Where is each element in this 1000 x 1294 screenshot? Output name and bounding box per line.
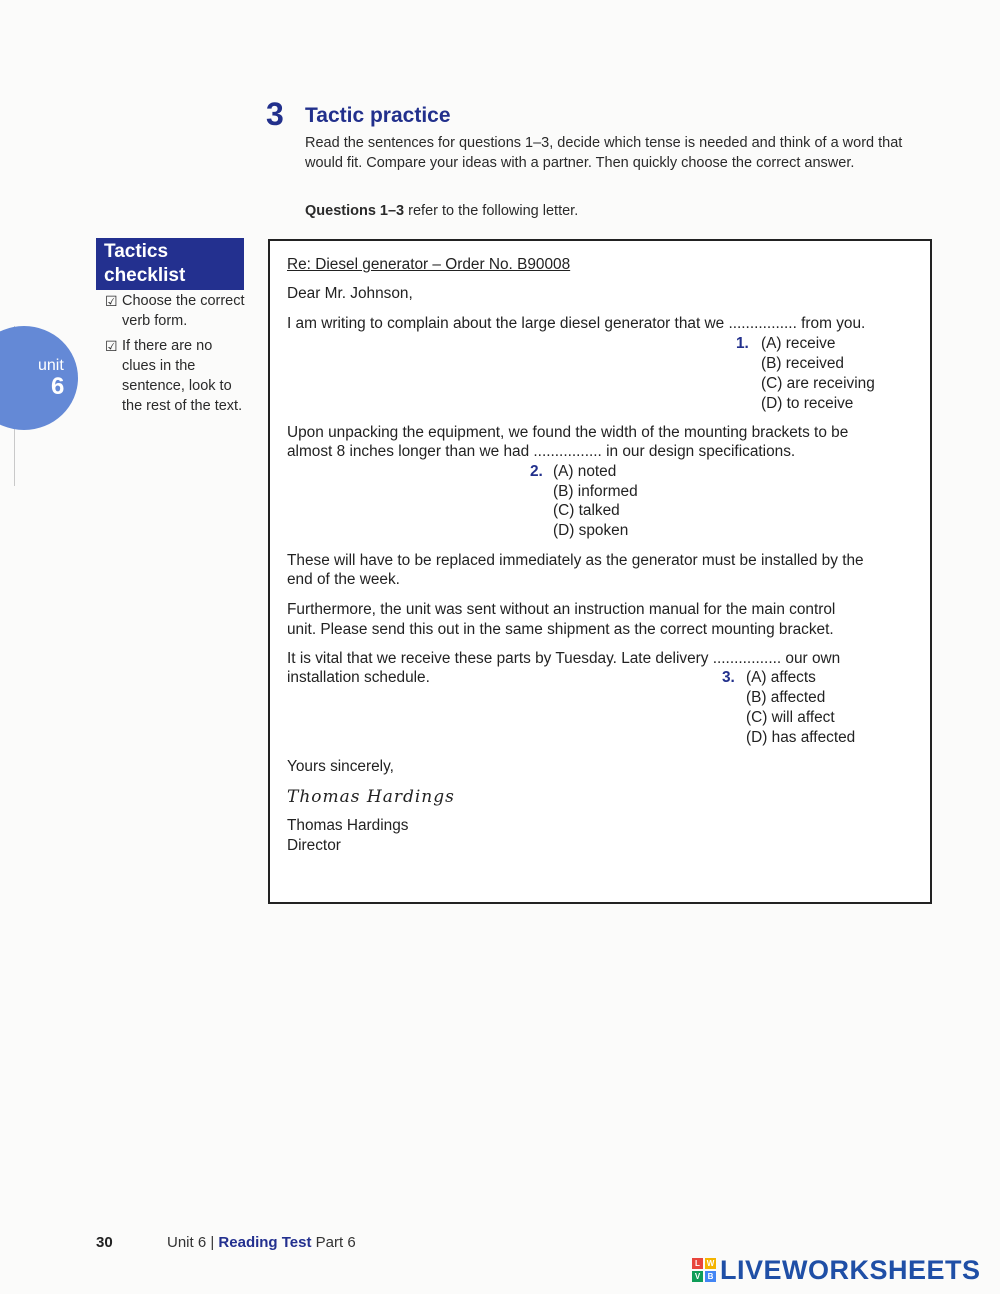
question-1-number: 1. xyxy=(736,335,749,352)
question-1-option-b[interactable]: (B) received xyxy=(761,355,844,372)
question-1-option-c[interactable]: (C) are receiving xyxy=(761,375,875,392)
letter-paragraph-3-line-1: These will have to be replaced immediately as the generator must be installed by the xyxy=(287,552,864,569)
question-3-option-d[interactable]: (D) has affected xyxy=(746,729,856,746)
liveworksheets-logo-text: LIVEWORKSHEETS xyxy=(720,1254,981,1285)
checkbox-icon: ☑ xyxy=(105,338,118,355)
letter-paragraph-1: I am writing to complain about the large diesel generator that we ................ from you. xyxy=(287,315,866,332)
letter-paragraph-4-line-1: Furthermore, the unit was sent without an instruction manual for the main control xyxy=(287,601,836,618)
question-2-option-d[interactable]: (D) spoken xyxy=(553,522,629,539)
letter-closing: Yours sincerely, xyxy=(287,758,394,775)
logo-cell: L xyxy=(692,1258,703,1269)
question-2-option-c[interactable]: (C) talked xyxy=(553,502,620,519)
question-3-option-c[interactable]: (C) will affect xyxy=(746,709,835,726)
footer-unit: Unit 6 | xyxy=(167,1234,219,1251)
question-3-option-a[interactable]: (A) affects xyxy=(746,669,816,686)
letter-greeting: Dear Mr. Johnson, xyxy=(287,285,413,302)
question-1-option-d[interactable]: (D) to receive xyxy=(761,395,854,412)
unit-tab xyxy=(0,326,78,430)
letter-box xyxy=(268,239,932,904)
letter-paragraph-4-line-2: unit. Please send this out in the same shipment as the correct mounting bracket. xyxy=(287,621,834,638)
tactics-checklist-title: Tactics checklist xyxy=(96,238,244,290)
letter-paragraph-5-line-1: It is vital that we receive these parts by Tuesday. Late delivery ................ our own xyxy=(287,650,841,667)
question-1-option-a[interactable]: (A) receive xyxy=(761,335,836,352)
section-title: Tactic practice xyxy=(305,104,451,127)
logo-cell: B xyxy=(705,1271,716,1282)
checklist-item xyxy=(105,337,250,416)
handwritten-signature: Thomas Hardings xyxy=(287,787,455,807)
footer-part: Part 6 xyxy=(311,1234,356,1251)
logo-cell: V xyxy=(692,1271,703,1282)
letter-paragraph-2-line-1: Upon unpacking the equipment, we found the width of the mounting brackets to be xyxy=(287,424,849,441)
checklist-item-text: Choose the correct verb form. xyxy=(122,293,245,329)
question-2-option-a[interactable]: (A) noted xyxy=(553,463,617,480)
letter-paragraph-5-line-2: installation schedule. xyxy=(287,669,430,686)
footer-running-head xyxy=(167,1234,356,1251)
question-2-option-b[interactable]: (B) informed xyxy=(553,483,638,500)
checkbox-icon: ☑ xyxy=(105,293,118,309)
questions-reference xyxy=(305,203,578,219)
footer-test: Reading Test xyxy=(218,1234,312,1251)
letter-subject: Re: Diesel generator – Order No. B90008 xyxy=(287,256,571,273)
checklist-item-text: If there are no clues in the sentence, look to the rest of the text. xyxy=(122,338,243,414)
section-instructions: Read the sentences for questions 1–3, decide which tense is needed and think of a word that would fit. Compare your ideas with a partner. Then quickly choose the correct answer. xyxy=(305,135,903,171)
unit-tab-label: unit xyxy=(38,357,64,374)
letter-paragraph-2-line-2: almost 8 inches longer than we had ................ in our design specifications. xyxy=(287,443,796,460)
signer-name: Thomas Hardings xyxy=(287,817,409,834)
liveworksheets-logo-icon xyxy=(692,1258,716,1282)
questions-reference-text: refer to the following letter. xyxy=(404,203,579,219)
tactics-checklist xyxy=(105,292,250,422)
question-3-number: 3. xyxy=(722,669,735,686)
question-3-option-b[interactable]: (B) affected xyxy=(746,689,826,706)
questions-reference-bold: Questions 1–3 xyxy=(305,203,405,219)
section-number: 3 xyxy=(266,96,284,132)
question-2-number: 2. xyxy=(530,463,543,480)
signer-title: Director xyxy=(287,837,341,854)
letter-paragraph-3-line-2: end of the week. xyxy=(287,571,400,588)
unit-tab-number: 6 xyxy=(51,373,65,400)
logo-cell: W xyxy=(706,1259,715,1268)
checklist-item xyxy=(105,292,250,331)
liveworksheets-logo xyxy=(692,1255,981,1285)
page-number: 30 xyxy=(96,1234,113,1251)
